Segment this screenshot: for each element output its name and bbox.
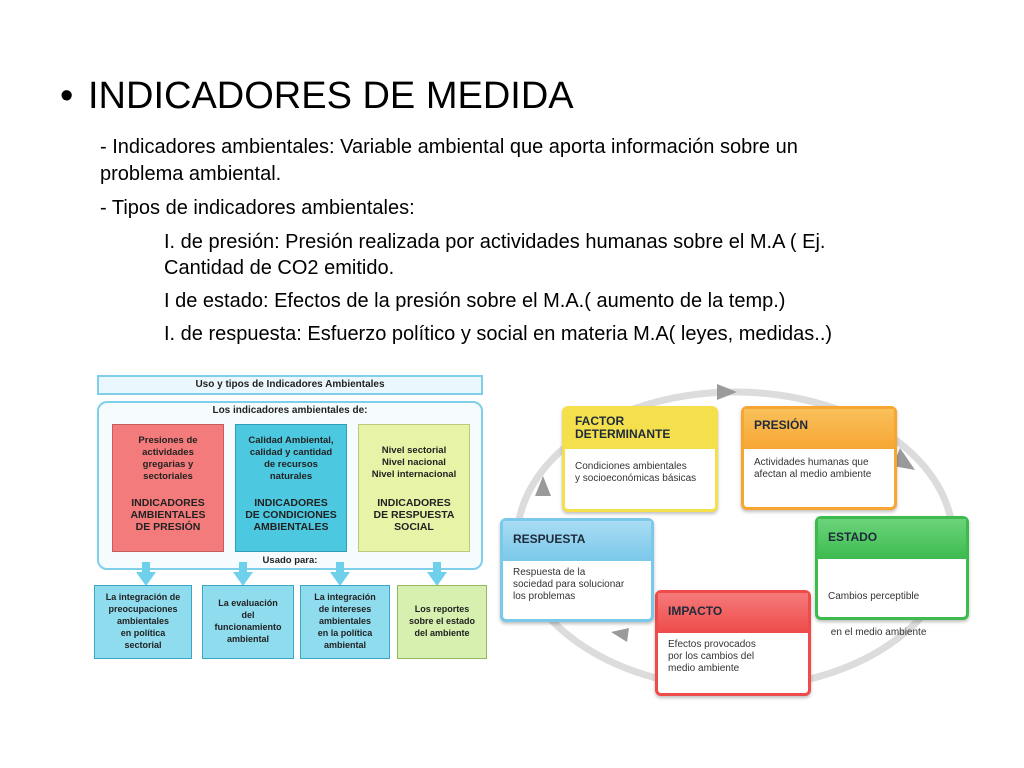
text-line: de recursos xyxy=(264,459,318,470)
text-line: y socioeconómicas básicas xyxy=(575,473,697,484)
text-line: INDICADORES xyxy=(131,497,205,509)
text-line: gregarias y xyxy=(142,459,194,470)
card-title: DETERMINANTE xyxy=(575,427,671,441)
bullet-marker: • xyxy=(60,75,74,117)
card-respuesta xyxy=(500,518,654,622)
body-line-2: problema ambiental. xyxy=(100,163,282,185)
text-line: del xyxy=(241,610,255,620)
text-line: Respuesta de la xyxy=(513,567,586,578)
text-line: del ambiente xyxy=(414,628,470,638)
text-line: funcionamiento xyxy=(214,622,282,632)
text-line: naturales xyxy=(269,471,313,482)
card-header xyxy=(744,409,894,449)
text-line: AMBIENTALES xyxy=(130,509,206,521)
down-arrow-icon xyxy=(427,572,447,586)
pressure-indicators-box xyxy=(112,424,224,552)
text-line: INDICADORES xyxy=(377,497,451,509)
card-estado xyxy=(815,516,969,638)
card-impacto xyxy=(655,590,811,696)
card-title: IMPACTO xyxy=(668,604,723,618)
text-line: sociedad para solucionar xyxy=(513,579,625,590)
down-arrow-icon xyxy=(233,572,253,586)
title-text: INDICADORES DE MEDIDA xyxy=(88,75,574,117)
text-line: en la política xyxy=(317,628,373,638)
card-body xyxy=(744,449,894,489)
body-line-1: - Indicadores ambientales: Variable ambiental que aporta información sobre un xyxy=(100,136,798,158)
text-line: DE PRESIÓN xyxy=(135,521,201,533)
cycle-arrow-icon xyxy=(717,384,737,400)
card-body xyxy=(503,561,651,611)
text-line: Efectos provocados xyxy=(668,639,756,650)
use-box-3 xyxy=(300,585,390,659)
text-line: sectoriales xyxy=(143,471,193,482)
use-box-1 xyxy=(94,585,192,659)
text-line: Calidad Ambiental, xyxy=(248,435,334,446)
diagram-header: Uso y tipos de Indicadores Ambientales xyxy=(97,375,483,395)
text-line: preocupaciones xyxy=(108,604,178,614)
text-line: Cambios perceptible xyxy=(828,591,920,602)
card-body xyxy=(658,633,808,683)
body-line-7: I. de respuesta: Esfuerzo político y social en materia M.A( leyes, medidas..) xyxy=(164,323,833,345)
text-line: DE CONDICIONES xyxy=(245,509,337,521)
text-line: ambiental xyxy=(226,634,269,644)
card-header xyxy=(565,409,715,449)
text-line: INDICADORES xyxy=(254,497,328,509)
text-line: DE RESPUESTA xyxy=(373,509,455,521)
body-line-6: I de estado: Efectos de la presión sobre el M.A.( aumento de la temp.) xyxy=(164,290,786,312)
text-line: en el medio ambiente xyxy=(828,627,927,638)
text-line: de intereses xyxy=(318,604,372,614)
cycle-arrow-icon xyxy=(611,628,629,642)
body-line-5: Cantidad de CO2 emitido. xyxy=(164,257,395,279)
text-line: ambiental xyxy=(323,640,366,650)
text-line: en política xyxy=(120,628,166,638)
slide-title xyxy=(60,74,574,118)
text-line: Nivel sectorial xyxy=(381,445,447,456)
down-arrow-icon xyxy=(330,572,350,586)
card-header xyxy=(818,519,966,559)
card-header xyxy=(658,593,808,633)
text-line: actividades xyxy=(142,447,194,458)
card-title: ESTADO xyxy=(828,530,878,544)
down-arrow-icon xyxy=(136,572,156,586)
text-line: SOCIAL xyxy=(394,521,434,533)
diagram-subheader: Los indicadores ambientales de: xyxy=(212,405,368,416)
text-line: ambientales xyxy=(318,616,372,626)
use-box-2 xyxy=(202,585,294,659)
text-line: afectan al medio ambiente xyxy=(754,469,872,480)
body-line-4: I. de presión: Presión realizada por actividades humanas sobre el M.A ( Ej. xyxy=(164,231,826,253)
text-line: Nivel nacional xyxy=(382,457,446,468)
body-line-3: - Tipos de indicadores ambientales: xyxy=(100,197,415,219)
text-line: Condiciones ambientales xyxy=(575,461,687,472)
text-line: sectorial xyxy=(124,640,162,650)
text-line: medio ambiente xyxy=(668,663,740,674)
text-line: Actividades humanas que xyxy=(754,457,869,468)
used-for-label: Usado para: xyxy=(262,555,318,566)
card-title: RESPUESTA xyxy=(513,532,586,546)
text-line: Nivel internacional xyxy=(371,469,457,480)
text-line: Los reportes xyxy=(414,604,470,614)
card-title: FACTOR xyxy=(575,414,625,428)
card-body xyxy=(818,559,966,671)
card-body xyxy=(565,449,715,493)
text-line: Presiones de xyxy=(138,435,198,446)
use-box-4 xyxy=(397,585,487,659)
text-line: AMBIENTALES xyxy=(253,521,329,533)
text-line: ambientales xyxy=(116,616,170,626)
response-indicators-box xyxy=(358,424,470,552)
text-line: La evaluación xyxy=(218,598,278,608)
text-line: sobre el estado xyxy=(408,616,476,626)
card-header xyxy=(503,521,651,561)
text-line: los problemas xyxy=(513,591,576,602)
card-title: PRESIÓN xyxy=(754,418,809,432)
card-factor-determinante xyxy=(562,406,718,512)
text-line: La integración de xyxy=(105,592,181,602)
card-presion xyxy=(741,406,897,510)
text-line: por los cambios del xyxy=(668,651,755,662)
text-line: La integración xyxy=(314,592,376,602)
condition-indicators-box xyxy=(235,424,347,552)
text-line: calidad y cantidad xyxy=(249,447,333,458)
